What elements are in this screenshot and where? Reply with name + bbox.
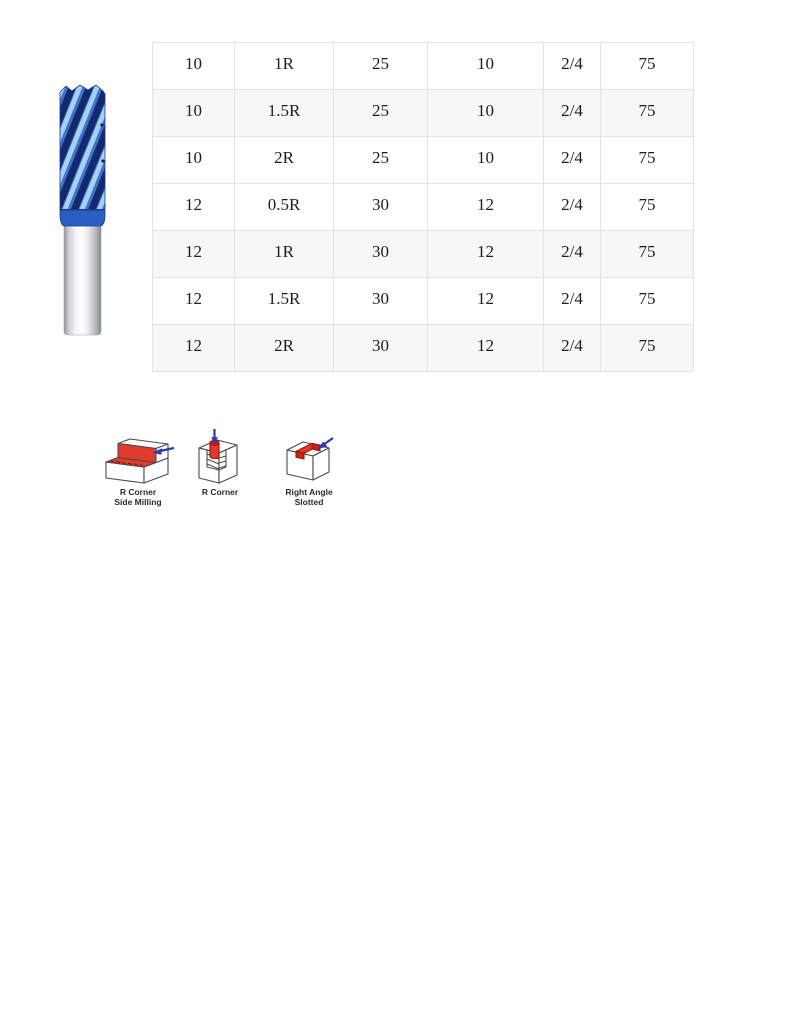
table-cell: 12 [153, 325, 235, 372]
table-cell: 75 [601, 184, 694, 231]
table-row [153, 278, 694, 325]
table-cell: 12 [153, 278, 235, 325]
spec-table [152, 42, 694, 372]
table-cell: 1.5R [235, 90, 334, 137]
table-row [153, 137, 694, 184]
table-cell: 1R [235, 231, 334, 278]
table-cell: 12 [428, 278, 544, 325]
table-cell: 10 [153, 43, 235, 90]
table-cell: 10 [428, 90, 544, 137]
icon-label [186, 487, 254, 497]
table-cell: 12 [428, 325, 544, 372]
arrow-into-slot-icon [318, 438, 333, 449]
end-mill-product-image [58, 83, 107, 338]
table-cell: 2/4 [544, 278, 601, 325]
table-cell: 75 [601, 231, 694, 278]
end-mill-illustration [58, 83, 107, 338]
table-cell: 2R [235, 325, 334, 372]
milling-icon-figure [272, 426, 346, 507]
table-cell: 2/4 [544, 184, 601, 231]
table-cell: 10 [428, 137, 544, 184]
table-cell: 12 [153, 184, 235, 231]
table-cell: 12 [428, 231, 544, 278]
table-cell: 30 [334, 184, 428, 231]
table-row [153, 43, 694, 90]
table-cell: 12 [428, 184, 544, 231]
table-cell: 25 [334, 137, 428, 184]
table-cell: 2/4 [544, 325, 601, 372]
table-cell: 1R [235, 43, 334, 90]
icon-label-line: Slotted [294, 497, 324, 508]
table-cell: 2R [235, 137, 334, 184]
table-cell: 30 [334, 278, 428, 325]
r-corner-icon [190, 428, 250, 486]
table-cell: 2/4 [544, 137, 601, 184]
table-cell: 25 [334, 43, 428, 90]
icon-label [98, 487, 178, 507]
icon-label [272, 487, 346, 507]
table-row [153, 231, 694, 278]
icon-label-line: Side Milling [114, 497, 162, 508]
milling-icon-figure [98, 426, 178, 507]
right-angle-slotted-icon [279, 426, 339, 486]
table-cell: 2/4 [544, 43, 601, 90]
table-cell: 30 [334, 325, 428, 372]
table-row [153, 184, 694, 231]
icon-label-line: R Corner [119, 487, 157, 497]
table-cell: 75 [601, 90, 694, 137]
table-cell: 2/4 [544, 90, 601, 137]
icon-label-line: Right Angle [285, 487, 333, 497]
table-cell: 0.5R [235, 184, 334, 231]
table-cell: 30 [334, 231, 428, 278]
table-cell: 12 [153, 231, 235, 278]
table-cell: 10 [428, 43, 544, 90]
milling-icon-figure [186, 428, 254, 497]
table-cell: 75 [601, 137, 694, 184]
icon-label-line: R Corner [201, 487, 239, 497]
end-mill-shank [64, 221, 101, 335]
table-cell: 75 [601, 43, 694, 90]
table-cell: 75 [601, 278, 694, 325]
r-corner-side-milling-icon [100, 426, 176, 486]
table-cell: 2/4 [544, 231, 601, 278]
table-cell: 25 [334, 90, 428, 137]
table-row [153, 325, 694, 372]
table-row [153, 90, 694, 137]
table-cell: 1.5R [235, 278, 334, 325]
table-cell: 10 [153, 90, 235, 137]
table-cell: 10 [153, 137, 235, 184]
table-cell: 75 [601, 325, 694, 372]
